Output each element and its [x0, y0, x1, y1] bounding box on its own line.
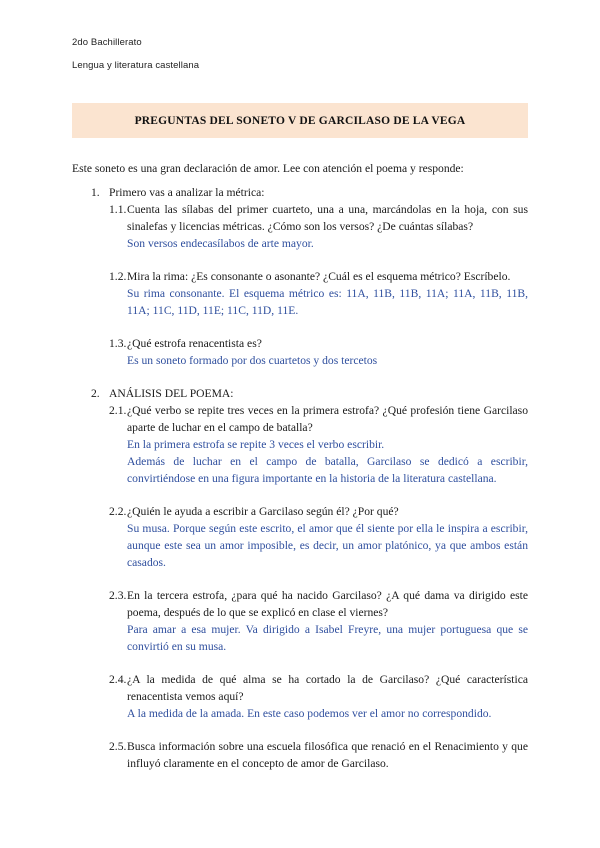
- question-text: En la tercera estrofa, ¿para qué ha nacido Garcilaso? ¿A qué dama va dirigido este poema, después de lo que se explicó en clase el viernes?: [127, 589, 528, 619]
- question-number: 2.5.: [109, 740, 127, 753]
- section-2-heading: [91, 385, 528, 402]
- section-number: 1.: [91, 186, 100, 199]
- section-label: Primero vas a analizar la métrica:: [109, 186, 265, 199]
- question-2-1: [109, 402, 528, 487]
- question-number: 2.3.: [109, 589, 127, 602]
- question-number: 2.2.: [109, 505, 127, 518]
- section-number: 2.: [91, 387, 100, 400]
- answer-text: Es un soneto formado por dos cuartetos y dos tercetos: [127, 354, 378, 367]
- title-box: [72, 103, 528, 138]
- question-1-1: [109, 201, 528, 252]
- section-1-heading: [91, 184, 528, 201]
- question-1-2: [109, 268, 528, 319]
- question-text: Mira la rima: ¿Es consonante o asonante? ¿Cuál es el esquema métrico? Escríbelo.: [127, 270, 511, 283]
- section-label: ANÁLISIS DEL POEMA:: [109, 387, 234, 400]
- course-header: 2do Bachillerato: [72, 37, 142, 48]
- question-number: 2.1.: [109, 404, 127, 417]
- answer-text: Su musa. Porque según este escrito, el amor que él siente por ella le inspira a escribir, aunque este sea un amor imposible, es decir, un amor platónico, ya que ambos están casados.: [127, 522, 528, 569]
- question-text: Cuenta las sílabas del primer cuarteto, una a una, marcándolas en la hoja, con sus sinalefas y licencias métricas. ¿Cómo son los versos? ¿De cuántas sílabas?: [127, 203, 528, 233]
- question-text: ¿Qué verbo se repite tres veces en la primera estrofa? ¿Qué profesión tiene Garcilaso aparte de luchar en el campo de batalla?: [127, 404, 528, 434]
- question-1-3: [109, 335, 528, 369]
- subject-header: Lengua y literatura castellana: [72, 60, 200, 71]
- question-2-3: [109, 587, 528, 655]
- question-2-2: [109, 503, 528, 571]
- question-number: 1.2.: [109, 270, 127, 283]
- question-text: Busca información sobre una escuela filosófica que renació en el Renacimiento y que influyó claramente en el concepto de amor de Garcilaso.: [127, 740, 528, 770]
- question-number: 1.3.: [109, 337, 127, 350]
- question-number: 2.4.: [109, 673, 127, 686]
- document-body: [72, 160, 528, 772]
- question-number: 1.1.: [109, 203, 127, 216]
- answer-text: Su rima consonante. El esquema métrico es: 11A, 11B, 11B, 11A; 11A, 11B, 11B, 11A; 11C, 11D, 11E; 11C, 11D, 11E.: [127, 287, 528, 317]
- answer-text: Para amar a esa mujer. Va dirigido a Isabel Freyre, una mujer portuguesa que se convirtió en su musa.: [127, 623, 528, 653]
- answer-text: A la medida de la amada. En este caso podemos ver el amor no correspondido.: [127, 707, 492, 720]
- question-2-5: [109, 738, 528, 772]
- answer-text: Son versos endecasílabos de arte mayor.: [127, 237, 314, 250]
- question-text: ¿A la medida de qué alma se ha cortado la de Garcilaso? ¿Qué característica renacentista vemos aquí?: [127, 673, 528, 703]
- answer-text: En la primera estrofa se repite 3 veces el verbo escribir.: [127, 438, 385, 451]
- question-text: ¿Quién le ayuda a escribir a Garcilaso según él? ¿Por qué?: [127, 505, 399, 518]
- intro-paragraph: Este soneto es una gran declaración de amor. Lee con atención el poema y responde:: [72, 162, 464, 175]
- question-text: ¿Qué estrofa renacentista es?: [127, 337, 262, 350]
- question-2-4: [109, 671, 528, 722]
- answer-text: Además de luchar en el campo de batalla, Garcilaso se dedicó a escribir, convirtiéndose en una figura importante en la historia de la literatura castellana.: [127, 455, 528, 485]
- document-title: PREGUNTAS DEL SONETO V DE GARCILASO DE LA VEGA: [134, 114, 466, 127]
